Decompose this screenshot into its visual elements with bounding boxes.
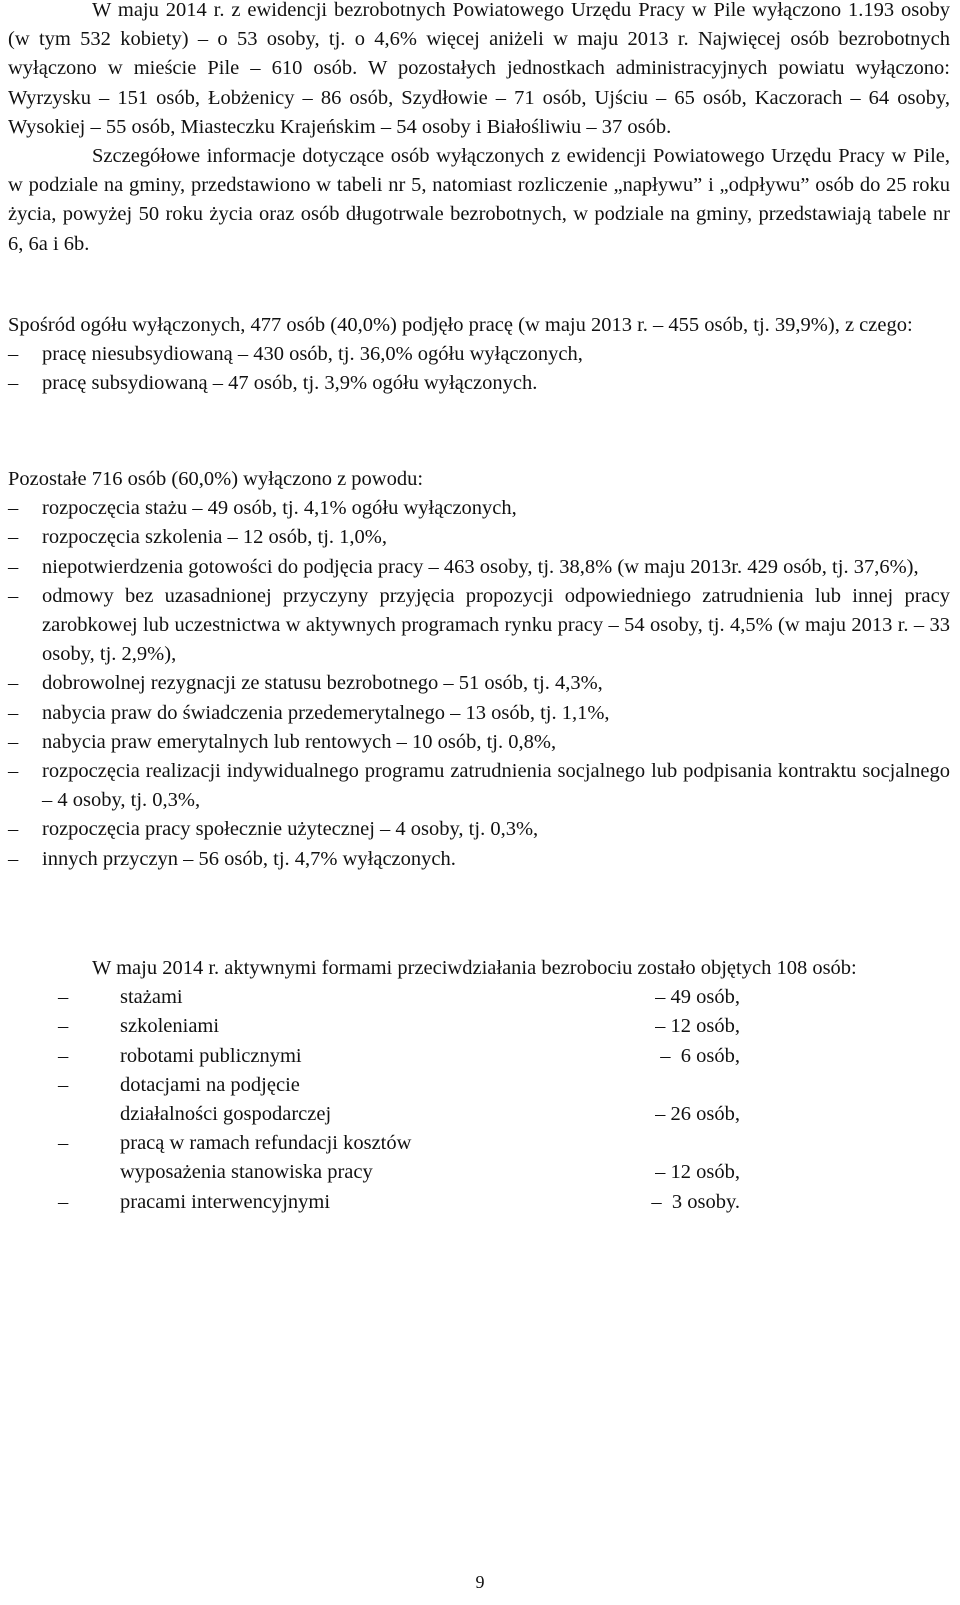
dash-bullet: – <box>8 497 19 520</box>
form-label-continued: działalności gospodarczej <box>120 1103 332 1126</box>
active-forms-section <box>8 954 950 1217</box>
form-count: – 12 osób, <box>655 1161 740 1184</box>
form-label: robotami publicznymi <box>120 1044 302 1067</box>
dash-bullet: – <box>8 372 19 395</box>
dash-bullet: – <box>8 526 19 549</box>
dash-bullet: – <box>8 672 19 695</box>
list-item <box>8 340 950 369</box>
page-number: 9 <box>475 1572 485 1592</box>
form-label: pracami interwencyjnymi <box>120 1190 331 1213</box>
dash-bullet: – <box>8 760 19 783</box>
list-item-text: odmowy bez uzasadnionej przyczyny przyjęcia propozycji odpowiedniego zatrudnienia lub innej pracy zarobkowej lub uczestnictwa w aktywnych programach rynku pracy – 54 osoby, tj. 4,5% (w maju 2013 r. – 33 osoby, tj. 2,9%), <box>42 584 950 666</box>
dash-bullet: – <box>8 555 19 578</box>
list-item <box>8 1188 950 1217</box>
form-label-continued: wyposażenia stanowiska pracy <box>120 1161 373 1184</box>
list-item-text: rozpoczęcia szkolenia – 12 osób, tj. 1,0%, <box>42 526 387 549</box>
list-item <box>8 699 950 728</box>
other-reasons-lead: Pozostałe 716 osób (60,0%) wyłączono z powodu: <box>8 468 424 490</box>
dash-bullet: – <box>58 1015 69 1038</box>
other-reasons-list <box>8 494 950 874</box>
list-item <box>8 494 950 523</box>
list-item-text: nabycia praw emerytalnych lub rentowych – 10 osób, tj. 0,8%, <box>42 730 557 753</box>
dash-bullet: – <box>8 584 19 607</box>
list-item <box>8 1129 950 1187</box>
list-item <box>8 369 950 398</box>
list-item <box>8 1012 950 1041</box>
list-item-text: pracę niesubsydiowaną – 430 osób, tj. 36,0% ogółu wyłączonych, <box>42 343 583 366</box>
list-item <box>8 815 950 844</box>
list-item <box>8 845 950 874</box>
form-count: – 12 osób, <box>655 1015 740 1038</box>
dash-bullet: – <box>58 1044 69 1067</box>
list-item-text: dobrowolnej rezygnacji ze statusu bezrobotnego – 51 osób, tj. 4,3%, <box>42 672 603 695</box>
list-item <box>8 728 950 757</box>
dash-bullet: – <box>8 818 19 841</box>
form-label: stażami <box>120 986 183 1009</box>
dash-bullet: – <box>8 847 19 870</box>
list-item <box>8 1071 950 1129</box>
dash-bullet: – <box>58 986 69 1009</box>
list-item <box>8 1042 950 1071</box>
list-item <box>8 983 950 1012</box>
list-item <box>8 669 950 698</box>
list-item <box>8 523 950 552</box>
employment-section <box>8 311 950 399</box>
list-item <box>8 553 950 582</box>
form-label: pracą w ramach refundacji kosztów <box>120 1132 412 1155</box>
dash-bullet: – <box>58 1132 69 1155</box>
list-item-text: pracę subsydiowaną – 47 osób, tj. 3,9% ogółu wyłączonych. <box>42 372 538 395</box>
intro-paragraph-2: Szczegółowe informacje dotyczące osób wyłączonych z ewidencji Powiatowego Urzędu Pracy w Pile, w podziale na gminy, przedstawiono w tabeli nr 5, natomiast rozliczenie „napływu” i „odpływu” osób do 25 roku życia, powyżej 50 roku życia oraz osób długotrwale bezrobotnych, w podziale na gminy, przedstawiają tabele nr 6, 6a i 6b. <box>8 145 950 255</box>
form-label: szkoleniami <box>120 1015 220 1038</box>
intro-paragraph-1: W maju 2014 r. z ewidencji bezrobotnych Powiatowego Urzędu Pracy w Pile wyłączono 1.193 osoby (w tym 532 kobiety) – o 53 osoby, tj. o 4,6% więcej aniżeli w maju 2013 r. Najwięcej osób bezrobotnych wyłączono w mieście Pile – 610 osób. W pozostałych jednostkach administracyjnych powiatu wyłączono: Wyrzysku – 151 osób, Łobżenicy – 86 osób, Szydłowie – 71 osób, Ujściu – 65 osób, Kaczorach – 64 osoby, Wysokiej – 55 osób, Miasteczku Krajeńskim – 54 osoby i Białośliwiu – 37 osób. <box>8 0 950 138</box>
form-count: – 6 osób, <box>660 1044 740 1067</box>
list-item-text: nabycia praw do świadczenia przedemerytalnego – 13 osób, tj. 1,1%, <box>42 701 610 724</box>
employment-list <box>8 340 950 398</box>
list-item-text: rozpoczęcia stażu – 49 osób, tj. 4,1% ogółu wyłączonych, <box>42 497 517 520</box>
list-item-text: niepotwierdzenia gotowości do podjęcia pracy – 463 osoby, tj. 38,8% (w maju 2013r. 429 osób, tj. 37,6%), <box>42 555 919 578</box>
list-item <box>8 582 950 670</box>
dash-bullet: – <box>8 730 19 753</box>
dash-bullet: – <box>8 343 19 366</box>
dash-bullet: – <box>58 1190 69 1213</box>
list-item <box>8 757 950 815</box>
list-item-text: rozpoczęcia realizacji indywidualnego programu zatrudnienia socjalnego lub podpisania kontraktu socjalnego – 4 osoby, tj. 0,3%, <box>42 760 950 812</box>
list-item-text: rozpoczęcia pracy społecznie użytecznej – 4 osoby, tj. 0,3%, <box>42 818 539 841</box>
employment-lead: Spośród ogółu wyłączonych, 477 osób (40,0%) podjęło pracę (w maju 2013 r. – 455 osób, tj. 39,9%), z czego: <box>8 314 913 336</box>
dash-bullet: – <box>58 1073 69 1096</box>
other-reasons-block <box>8 465 950 874</box>
form-count: – 49 osób, <box>655 986 740 1009</box>
active-forms-lead: W maju 2014 r. aktywnymi formami przeciwdziałania bezrobociu zostało objętych 108 osób: <box>92 957 857 979</box>
dash-bullet: – <box>8 701 19 724</box>
list-item-text: innych przyczyn – 56 osób, tj. 4,7% wyłączonych. <box>42 847 456 870</box>
form-count: – 26 osób, <box>655 1103 740 1126</box>
intro-section <box>8 0 950 259</box>
form-count: – 3 osoby. <box>651 1190 740 1213</box>
form-label: dotacjami na podjęcie <box>120 1073 300 1096</box>
active-forms-list <box>8 983 950 1217</box>
